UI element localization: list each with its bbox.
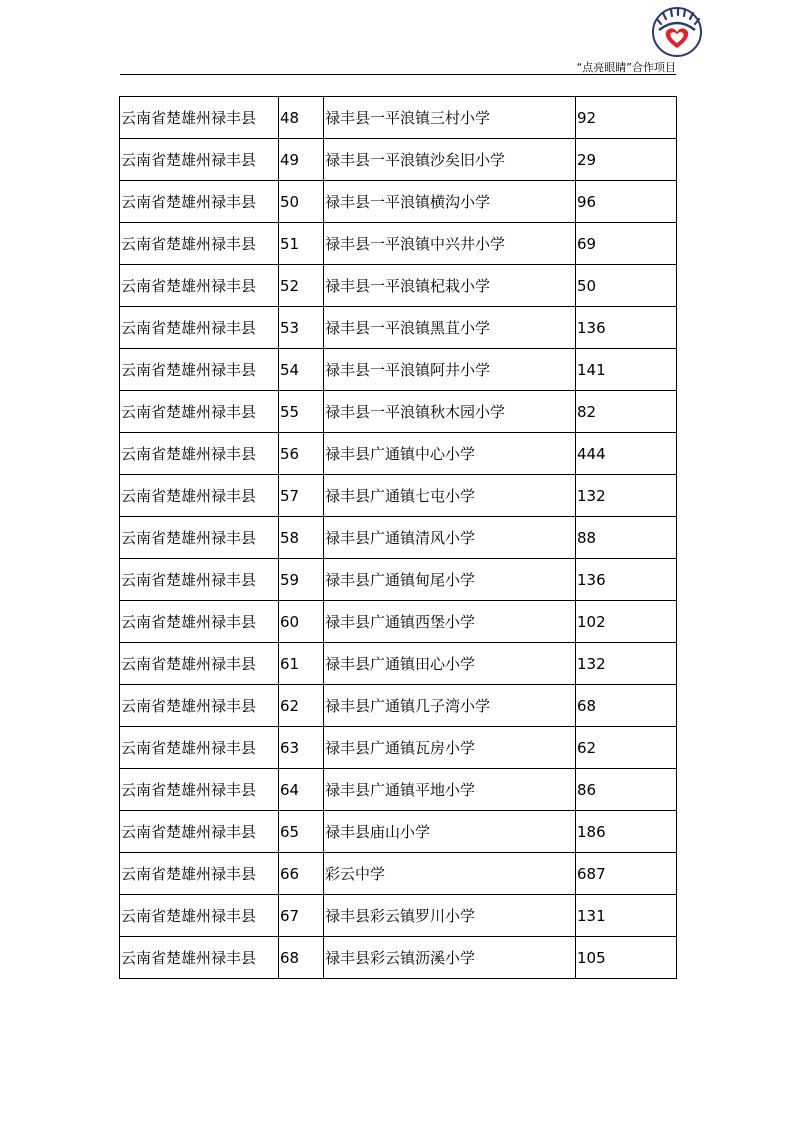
number-cell: 50 [279, 181, 324, 223]
number-cell: 66 [279, 853, 324, 895]
count-cell: 136 [576, 307, 677, 349]
table-row [120, 517, 677, 559]
region-cell: 云南省楚雄州禄丰县 [120, 853, 279, 895]
region-cell: 云南省楚雄州禄丰县 [120, 811, 279, 853]
count-cell: 86 [576, 769, 677, 811]
number-cell: 62 [279, 685, 324, 727]
count-cell: 141 [576, 349, 677, 391]
number-cell: 59 [279, 559, 324, 601]
table-row [120, 727, 677, 769]
region-cell: 云南省楚雄州禄丰县 [120, 433, 279, 475]
count-cell: 29 [576, 139, 677, 181]
table-row [120, 811, 677, 853]
table-row [120, 937, 677, 979]
school-cell: 禄丰县一平浪镇阿井小学 [324, 349, 576, 391]
school-cell: 禄丰县彩云镇沥溪小学 [324, 937, 576, 979]
school-cell: 禄丰县一平浪镇杞栽小学 [324, 265, 576, 307]
school-cell: 禄丰县一平浪镇横沟小学 [324, 181, 576, 223]
school-cell: 禄丰县一平浪镇黑苴小学 [324, 307, 576, 349]
count-cell: 136 [576, 559, 677, 601]
region-cell: 云南省楚雄州禄丰县 [120, 727, 279, 769]
number-cell: 61 [279, 643, 324, 685]
table-row [120, 601, 677, 643]
count-cell: 131 [576, 895, 677, 937]
count-cell: 132 [576, 475, 677, 517]
number-cell: 49 [279, 139, 324, 181]
table-row [120, 349, 677, 391]
school-cell: 禄丰县广通镇中心小学 [324, 433, 576, 475]
number-cell: 67 [279, 895, 324, 937]
region-cell: 云南省楚雄州禄丰县 [120, 391, 279, 433]
number-cell: 64 [279, 769, 324, 811]
school-cell: 禄丰县广通镇甸尾小学 [324, 559, 576, 601]
school-cell: 禄丰县一平浪镇中兴井小学 [324, 223, 576, 265]
count-cell: 687 [576, 853, 677, 895]
school-cell: 禄丰县广通镇田心小学 [324, 643, 576, 685]
region-cell: 云南省楚雄州禄丰县 [120, 643, 279, 685]
school-cell: 禄丰县广通镇西堡小学 [324, 601, 576, 643]
number-cell: 54 [279, 349, 324, 391]
table-row [120, 307, 677, 349]
number-cell: 58 [279, 517, 324, 559]
number-cell: 63 [279, 727, 324, 769]
count-cell: 50 [576, 265, 677, 307]
region-cell: 云南省楚雄州禄丰县 [120, 937, 279, 979]
number-cell: 55 [279, 391, 324, 433]
region-cell: 云南省楚雄州禄丰县 [120, 139, 279, 181]
region-cell: 云南省楚雄州禄丰县 [120, 475, 279, 517]
number-cell: 51 [279, 223, 324, 265]
school-cell: 禄丰县一平浪镇三村小学 [324, 97, 576, 139]
count-cell: 102 [576, 601, 677, 643]
region-cell: 云南省楚雄州禄丰县 [120, 895, 279, 937]
school-cell: 彩云中学 [324, 853, 576, 895]
count-cell: 186 [576, 811, 677, 853]
count-cell: 69 [576, 223, 677, 265]
school-cell: 禄丰县一平浪镇沙矣旧小学 [324, 139, 576, 181]
school-cell: 禄丰县彩云镇罗川小学 [324, 895, 576, 937]
table-row [120, 223, 677, 265]
count-cell: 132 [576, 643, 677, 685]
table-row [120, 97, 677, 139]
school-cell: 禄丰县广通镇平地小学 [324, 769, 576, 811]
table-row [120, 139, 677, 181]
region-cell: 云南省楚雄州禄丰县 [120, 349, 279, 391]
eye-heart-logo-icon [651, 6, 703, 58]
school-cell: 禄丰县庙山小学 [324, 811, 576, 853]
region-cell: 云南省楚雄州禄丰县 [120, 685, 279, 727]
table-row [120, 895, 677, 937]
number-cell: 48 [279, 97, 324, 139]
table-row [120, 853, 677, 895]
region-cell: 云南省楚雄州禄丰县 [120, 517, 279, 559]
number-cell: 68 [279, 937, 324, 979]
region-cell: 云南省楚雄州禄丰县 [120, 601, 279, 643]
table-row [120, 643, 677, 685]
number-cell: 60 [279, 601, 324, 643]
table-row [120, 265, 677, 307]
school-cell: 禄丰县广通镇七屯小学 [324, 475, 576, 517]
header-caption: “点亮眼睛”合作项目 [576, 61, 676, 74]
number-cell: 57 [279, 475, 324, 517]
school-cell: 禄丰县广通镇清风小学 [324, 517, 576, 559]
school-cell: 禄丰县广通镇几子湾小学 [324, 685, 576, 727]
count-cell: 62 [576, 727, 677, 769]
count-cell: 82 [576, 391, 677, 433]
table-row [120, 181, 677, 223]
number-cell: 52 [279, 265, 324, 307]
number-cell: 65 [279, 811, 324, 853]
count-cell: 92 [576, 97, 677, 139]
number-cell: 53 [279, 307, 324, 349]
table-row [120, 391, 677, 433]
region-cell: 云南省楚雄州禄丰县 [120, 307, 279, 349]
table-row [120, 769, 677, 811]
header-divider [120, 74, 676, 75]
table-row [120, 433, 677, 475]
region-cell: 云南省楚雄州禄丰县 [120, 769, 279, 811]
region-cell: 云南省楚雄州禄丰县 [120, 223, 279, 265]
school-cell: 禄丰县一平浪镇秋木园小学 [324, 391, 576, 433]
school-table [119, 96, 677, 979]
count-cell: 444 [576, 433, 677, 475]
region-cell: 云南省楚雄州禄丰县 [120, 181, 279, 223]
count-cell: 105 [576, 937, 677, 979]
number-cell: 56 [279, 433, 324, 475]
region-cell: 云南省楚雄州禄丰县 [120, 97, 279, 139]
table-row [120, 475, 677, 517]
count-cell: 88 [576, 517, 677, 559]
table-row [120, 685, 677, 727]
count-cell: 96 [576, 181, 677, 223]
school-cell: 禄丰县广通镇瓦房小学 [324, 727, 576, 769]
region-cell: 云南省楚雄州禄丰县 [120, 265, 279, 307]
table-row [120, 559, 677, 601]
region-cell: 云南省楚雄州禄丰县 [120, 559, 279, 601]
count-cell: 68 [576, 685, 677, 727]
